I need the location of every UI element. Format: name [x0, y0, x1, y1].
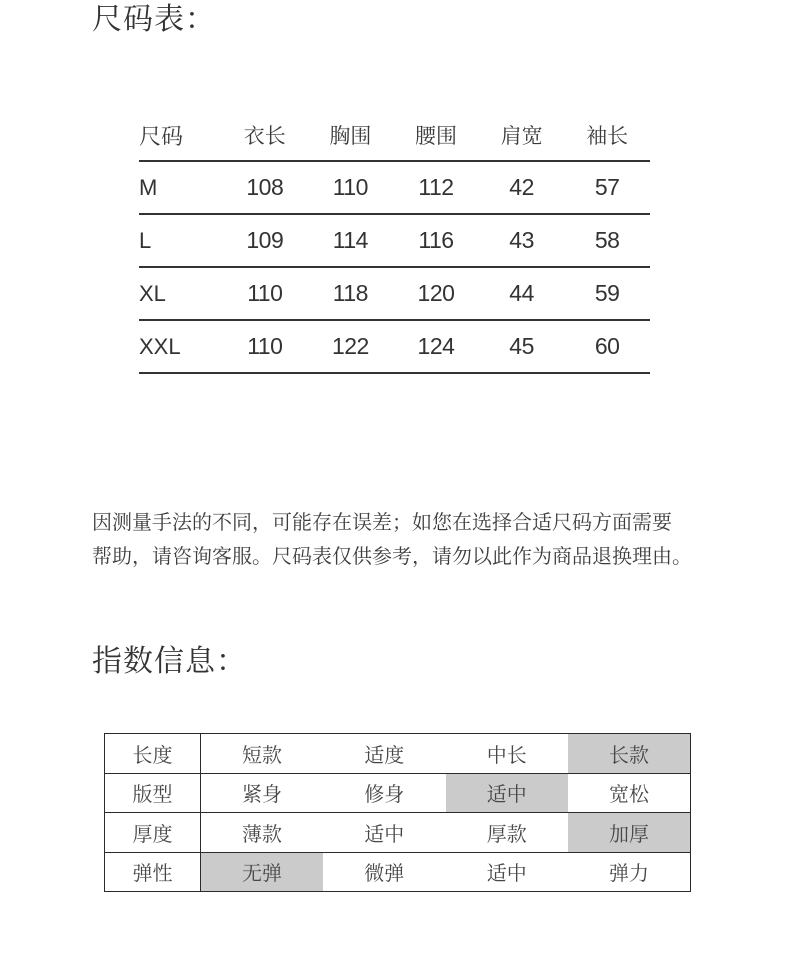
size-value: 110	[222, 267, 308, 320]
index-option-cell: 紧身	[201, 773, 324, 813]
size-chart-title: 尺码表：	[92, 3, 216, 36]
index-option-cell: 长款	[568, 734, 691, 774]
size-row-l	[139, 214, 650, 267]
index-option-cell: 加厚	[568, 813, 691, 853]
col-header-shoulder: 肩宽	[479, 110, 565, 161]
index-option-cell: 中长	[446, 734, 569, 774]
index-info-title: 指数信息：	[92, 645, 247, 678]
index-row-fit	[105, 773, 691, 813]
index-option-cell: 修身	[323, 773, 446, 813]
index-option-cell: 适中	[486, 863, 527, 886]
size-value: 124	[393, 320, 479, 373]
size-value: 58	[564, 214, 650, 267]
index-row-length	[105, 734, 691, 774]
index-option-cell: 厚款	[446, 813, 569, 853]
size-row-xl	[139, 267, 650, 320]
size-value: 114	[308, 214, 394, 267]
size-value: 110	[222, 320, 308, 373]
disclaimer-line: 因测量手法的不同，可能存在误差；如您在选择合适尺码方面需要	[92, 512, 672, 534]
index-option-cell: 适中	[446, 773, 569, 813]
col-header-size: 尺码	[139, 110, 222, 161]
index-option-cell: 无弹	[201, 852, 324, 892]
size-value: 109	[222, 214, 308, 267]
size-value: 43	[479, 214, 565, 267]
index-row-label: 弹性	[105, 852, 201, 892]
size-chart-table	[139, 110, 650, 374]
index-row-label: 版型	[105, 773, 201, 813]
size-value: 42	[479, 161, 565, 214]
size-value: 108	[222, 161, 308, 214]
size-row-xxl	[139, 320, 650, 373]
size-label: M	[139, 161, 222, 214]
size-value: 120	[393, 267, 479, 320]
index-row-elasticity	[105, 852, 691, 892]
size-value: 57	[564, 161, 650, 214]
index-option-cell: 宽松	[568, 773, 691, 813]
size-row-m	[139, 161, 650, 214]
index-option-cell: 适中	[323, 813, 446, 853]
index-row-label: 厚度	[105, 813, 201, 853]
index-option-cell: 适度	[323, 734, 446, 774]
size-label: XXL	[139, 320, 222, 373]
size-value: 118	[308, 267, 394, 320]
index-row-label: 长度	[105, 734, 201, 774]
size-label: XL	[139, 267, 222, 320]
index-option-cell: 短款	[201, 734, 324, 774]
size-label: L	[139, 214, 222, 267]
col-header-garment-length: 衣长	[222, 110, 308, 161]
col-header-bust: 胸围	[308, 110, 394, 161]
col-header-waist: 腰围	[393, 110, 479, 161]
size-value: 59	[564, 267, 650, 320]
col-header-sleeve: 袖长	[564, 110, 650, 161]
size-value: 44	[479, 267, 565, 320]
disclaimer-line: 帮助，请咨询客服。尺码表仅供参考，请勿以此作为商品退换理由。	[92, 546, 692, 568]
size-value: 60	[564, 320, 650, 373]
size-value: 112	[393, 161, 479, 214]
index-row-thickness	[105, 813, 691, 853]
index-option-cell: 弹力	[609, 863, 649, 886]
index-info-table	[104, 733, 691, 892]
size-value: 110	[308, 161, 394, 214]
size-value: 122	[308, 320, 394, 373]
size-chart-header-row	[139, 110, 650, 161]
index-option-cell: 薄款	[201, 813, 324, 853]
index-option-cell: 微弹	[364, 863, 405, 886]
size-value: 116	[393, 214, 479, 267]
size-disclaimer	[92, 506, 692, 574]
size-value: 45	[479, 320, 565, 373]
